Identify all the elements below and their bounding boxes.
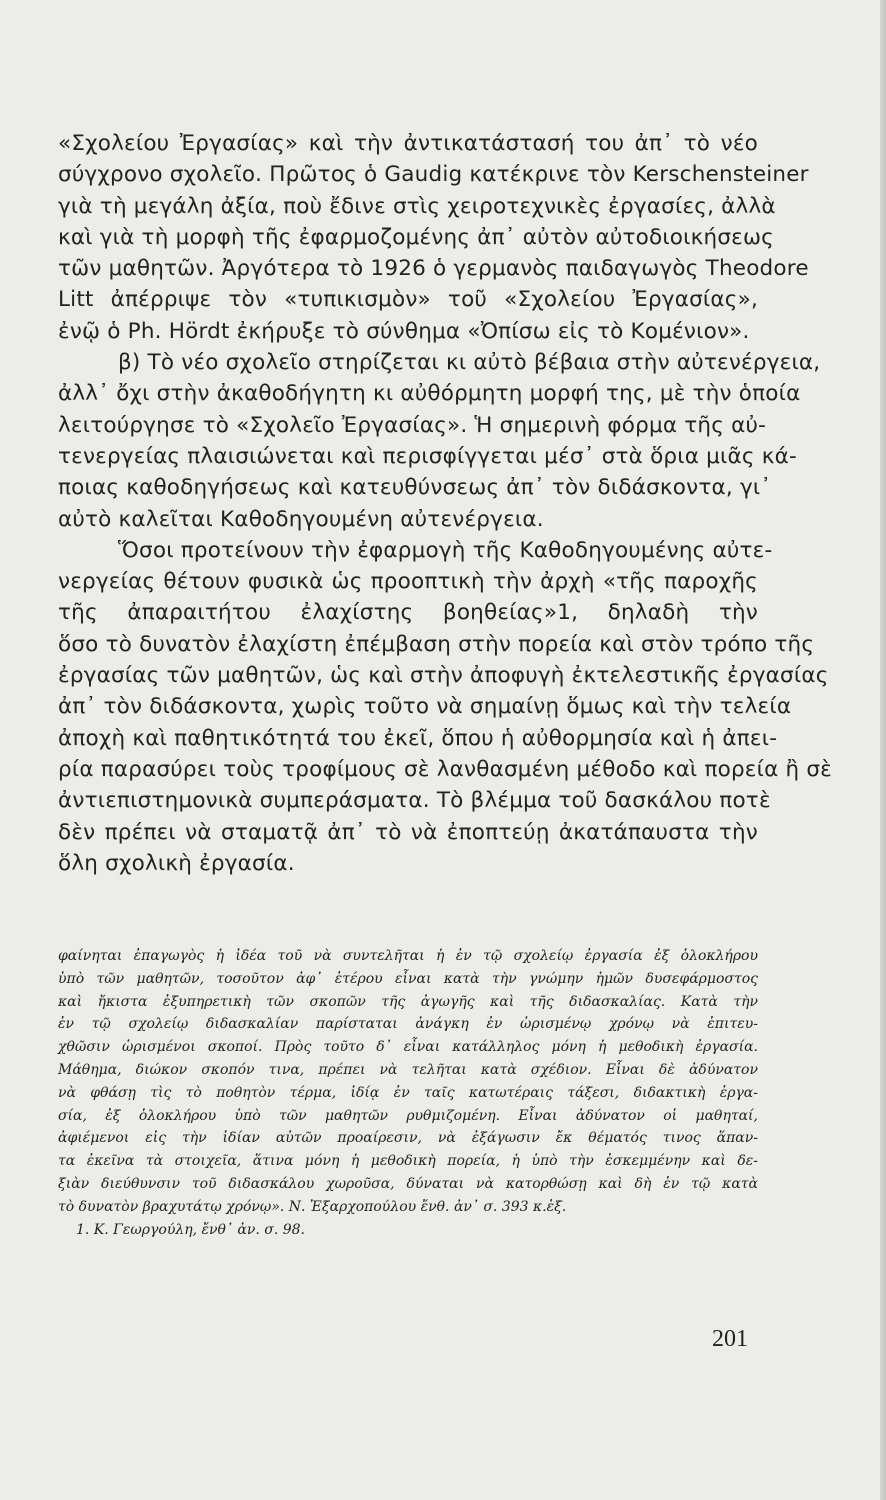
text-line: Ὅσοι προτείνουν τὴν ἐφαρμογὴ τῆς Καθοδηγουμένης αὐτε- — [118, 537, 773, 563]
footnote-line: χθῶσιν ὡρισμένοι σκοποί. Πρὸς τοῦτο δ᾽ εἶναι κατάλληλος μόνη ἡ μεθοδικὴ ἐργασία. — [58, 1039, 758, 1056]
footnote-line: καὶ ἤκιστα ἐξυπηρετικὴ τῶν σκοπῶν τῆς ἀγωγῆς καὶ τῆς διδασκαλίας. Κατὰ τὴν — [58, 993, 758, 1010]
footnote-line: ξιὰν διεύθυνσιν τοῦ διδασκάλου χωροῦσα, δύναται νὰ κατορθώσῃ καὶ δὴ ἐν τῷ κατὰ — [58, 1175, 758, 1192]
text-line: λειτούργησε τὸ «Σχολεῖο Ἐργασίας». Ἡ σημερινὴ φόρμα τῆς αὐ- — [58, 412, 767, 438]
footnote-line: Μάθημα, διώκον σκοπόν τινα, πρέπει νὰ τελῆται κατὰ σχέδιον. Εἶναι δὲ ἀδύνατον — [58, 1061, 758, 1078]
text-line: β) Τὸ νέο σχολεῖο στηρίζεται κι αὐτὸ βέβαια στὴν αὐτενέργεια, — [118, 350, 821, 376]
text-line: τῆς ἀπαραιτήτου ἐλαχίστης βοηθείας»1, δηλαδὴ τὴν — [58, 600, 758, 626]
page-number: 201 — [712, 1326, 748, 1352]
footnote-line: τα ἐκεῖνα τὰ στοιχεῖα, ἅτινα μόνη ἡ μεθοδικὴ πορεία, ἡ ὑπὸ τὴν ἐσκεμμένην καὶ δε- — [58, 1153, 758, 1170]
text-line: ὅλη σχολικὴ ἐργασία. — [58, 850, 295, 876]
footnotes — [58, 945, 758, 1241]
text-line: δὲν πρέπει νὰ σταματᾷ ἀπ᾽ τὸ νὰ ἐποπτεύῃ ἀκατάπαυστα τὴν — [58, 819, 758, 845]
text-line: ἐργασίας τῶν μαθητῶν, ὡς καὶ στὴν ἀποφυγὴ ἐκτελεστικῆς ἐργασίας — [58, 663, 829, 689]
footnote-line: σία, ἐξ ὁλοκλήρου ὑπὸ τῶν μαθητῶν ρυθμιζομένη. Εἶναι ἀδύνατον οἱ μαθηταί, — [58, 1107, 758, 1124]
text-line: ἀλλ᾽ ὄχι στὴν ἀκαθοδήγητη κι αὐθόρμητη μορφή της, μὲ τὴν ὁποία — [58, 381, 801, 407]
text-line: σύγχρονο σχολεῖο. Πρῶτος ὁ Gaudig κατέκρινε τὸν Kerschensteiner — [58, 162, 809, 188]
text-line: Litt ἀπέρριψε τὸν «τυπικισμὸν» τοῦ «Σχολείου Ἐργασίας», — [58, 287, 758, 313]
text-line: ἀπ᾽ τὸν διδάσκοντα, χωρὶς τοῦτο νὰ σημαίνῃ ὅμως καὶ τὴν τελεία — [58, 694, 792, 720]
main-text — [58, 128, 833, 879]
text-line: ἐνῷ ὁ Ph. Hördt ἐκήρυξε τὸ σύνθημα «Ὀπίσω εἰς τὸ Κομένιον». — [58, 318, 750, 344]
text-line: ἀποχὴ καὶ παθητικότητά του ἐκεῖ, ὅπου ἡ αὐθορμησία καὶ ἡ ἀπει- — [58, 725, 778, 751]
footnote-line: 1. Κ. Γεωργούλη, ἔνθ᾽ ἀν. σ. 98. — [76, 1221, 305, 1238]
text-line: τῶν μαθητῶν. Ἀργότερα τὸ 1926 ὁ γερμανὸς παιδαγωγὸς Theodore — [58, 256, 809, 282]
text-line: γιὰ τὴ μεγάλη ἀξία, ποὺ ἔδινε στὶς χειροτεχνικὲς ἐργασίες, ἀλλὰ — [58, 193, 776, 219]
text-line: τενεργείας πλαισιώνεται καὶ περισφίγγεται μέσ᾽ στὰ ὅρια μιᾶς κά- — [58, 443, 797, 469]
text-line: ἀντιεπιστημονικὰ συμπεράσματα. Τὸ βλέμμα τοῦ δασκάλου ποτὲ — [58, 788, 771, 814]
footnote-line: φαίνηται ἐπαγωγὸς ἡ ἰδέα τοῦ νὰ συντελῆται ἡ ἐν τῷ σχολείῳ ἐργασία ἐξ ὁλοκλήρου — [58, 948, 758, 964]
text-line: ρία παρασύρει τοὺς τροφίμους σὲ λανθασμένη μέθοδο καὶ πορεία ἢ σὲ — [58, 756, 833, 782]
footnote-line: ἀφιέμενοι εἰς τὴν ἰδίαν αὐτῶν προαίρεσιν, νὰ ἐξάγωσιν ἔκ θέματός τινος ἅπαν- — [58, 1130, 758, 1147]
page-edge — [880, 0, 886, 1500]
footnote-line: ὑπὸ τῶν μαθητῶν, τοσοῦτον ἀφ᾽ ἑτέρου εἶναι κατὰ τὴν γνώμην ἡμῶν δυσεφάρμοστος — [58, 970, 758, 987]
text-line: καὶ γιὰ τὴ μορφὴ τῆς ἐφαρμοζομένης ἀπ᾽ αὐτὸν αὐτοδιοικήσεως — [58, 224, 774, 250]
text-line: αὐτὸ καλεῖται Καθοδηγουμένη αὐτενέργεια. — [58, 506, 544, 532]
text-line: ὅσο τὸ δυνατὸν ἐλαχίστη ἐπέμβαση στὴν πορεία καὶ στὸν τρόπο τῆς — [58, 631, 815, 657]
footnote-line: τὸ δυνατὸν βραχυτάτῳ χρόνῳ». Ν. Ἐξαρχοπούλου ἔνθ. ἀν᾽ σ. 393 κ.ἑξ. — [58, 1198, 567, 1215]
footnote-line: ἐν τῷ σχολείῳ διδασκαλίαν παρίσταται ἀνάγκη ἐν ὡρισμένῳ χρόνῳ νὰ ἐπιτευ- — [58, 1016, 758, 1033]
footnote-line: νὰ φθάσῃ τὶς τὸ ποθητὸν τέρμα, ἰδίᾳ ἐν ταῖς κατωτέραις τάξεσι, διδακτικὴ ἐργα- — [58, 1084, 758, 1101]
text-line: «Σχολείου Ἐργασίας» καὶ τὴν ἀντικατάστασή του ἀπ᾽ τὸ νέο — [58, 131, 758, 156]
text-line: νεργείας θέτουν φυσικὰ ὡς προοπτικὴ τὴν ἀρχὴ «τῆς παροχῆς — [58, 569, 758, 595]
text-line: ποιας καθοδηγήσεως καὶ κατευθύνσεως ἀπ᾽ τὸν διδάσκοντα, γι᾽ — [58, 475, 772, 501]
